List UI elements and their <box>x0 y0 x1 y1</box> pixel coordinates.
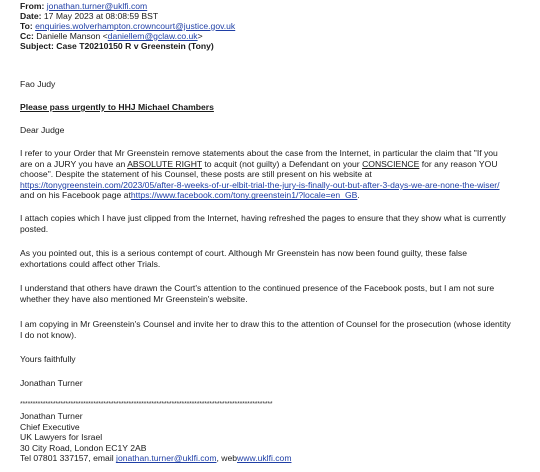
cc-bracket: > <box>197 30 203 41</box>
paragraph-5: I am copying in Mr Greenstein's Counsel and invite her to draw this to the attention of Counsel for the prosecution (whose identity I do not know). <box>20 319 511 340</box>
sig-address: 30 City Road, London EC1Y 2AB <box>20 442 147 453</box>
facebook-link[interactable]: https://www.facebook.com/tony.greenstein1/?locale=en_GB <box>130 190 358 201</box>
date-label: Date: <box>20 10 42 21</box>
cc-name: Danielle Manson < <box>36 30 108 41</box>
p1-conscience: CONSCIENCE <box>362 158 420 169</box>
p1-absolute-right: ABSOLUTE RIGHT <box>127 158 203 169</box>
fao-line: Fao Judy <box>20 79 56 89</box>
p1-text-c: for any reason YOU choose". Despite the statement of his Counsel, these posts are still present on his website at <box>20 158 498 180</box>
paragraph-4: I understand that others have drawn the Court's attention to the continued presence of the Facebook posts, but I am not sure whether they have also mentioned Mr Greenstein's website. <box>20 283 495 304</box>
p1-text-b: to acquit (not guilty) a Defendant on your <box>202 158 363 169</box>
subject-line <box>20 42 520 52</box>
email-header <box>20 2 520 52</box>
from-email-link[interactable]: jonathan.turner@uklfi.com <box>46 1 148 11</box>
p1-text-e: . <box>357 190 360 201</box>
p1-text-d: and on his Facebook page at <box>20 190 131 201</box>
subject-label: Subject: <box>20 40 54 51</box>
signature-divider: **************************************************************************************************** <box>20 401 273 408</box>
sig-name: Jonathan Turner <box>20 411 83 421</box>
to-label: To: <box>20 20 33 31</box>
sig-org: UK Lawyers for Israel <box>20 432 103 443</box>
paragraph-3: As you pointed out, this is a serious contempt of court. Although Mr Greenstein has now been found guilty, these false exhortations could affect other Trials. <box>20 248 467 269</box>
to-email-link[interactable]: enquiries.wolverhampton.crowncourt@justice.gov.uk <box>35 20 236 31</box>
urgent-line: Please pass urgently to HHJ Michael Chambers <box>20 102 214 112</box>
greeting: Dear Judge <box>20 125 65 135</box>
subject-value: Case T20210150 R v Greenstein (Tony) <box>56 40 214 51</box>
p1-text-a: I refer to your Order that Mr Greenstein remove statements about the case from the Internet, in particular the claim that "If you are on a JURY you have an <box>20 148 498 169</box>
cc-email-link[interactable]: daniellem@gclaw.co.uk <box>107 30 198 41</box>
sender-name: Jonathan Turner <box>20 378 83 388</box>
signature-block <box>20 411 512 464</box>
cc-label: Cc: <box>20 30 34 41</box>
sig-email-link[interactable]: jonathan.turner@uklfi.com <box>116 453 217 464</box>
sig-title: Chief Executive <box>20 421 80 432</box>
website-link[interactable]: https://tonygreenstein.com/2023/05/after-8-weeks-of-ur-elbit-trial-the-jury-is-finally-out-but-after-3-days-we-are-none-the-wiser/ <box>20 179 500 190</box>
sig-contact <box>20 453 512 464</box>
sig-tel: Tel 07801 337157, email <box>20 453 117 464</box>
closing: Yours faithfully <box>20 354 76 364</box>
from-label: From: <box>20 1 45 11</box>
paragraph-2: I attach copies which I have just clipped from the Internet, having refreshed the pages to ensure that they show what is currently posted. <box>20 213 506 234</box>
paragraph-1 <box>20 148 512 201</box>
sig-web-link[interactable]: www.uklfi.com <box>237 453 292 464</box>
date-value: 17 May 2023 at 08:08:59 BST <box>43 10 159 21</box>
sig-web-prefix: , web <box>216 453 238 464</box>
